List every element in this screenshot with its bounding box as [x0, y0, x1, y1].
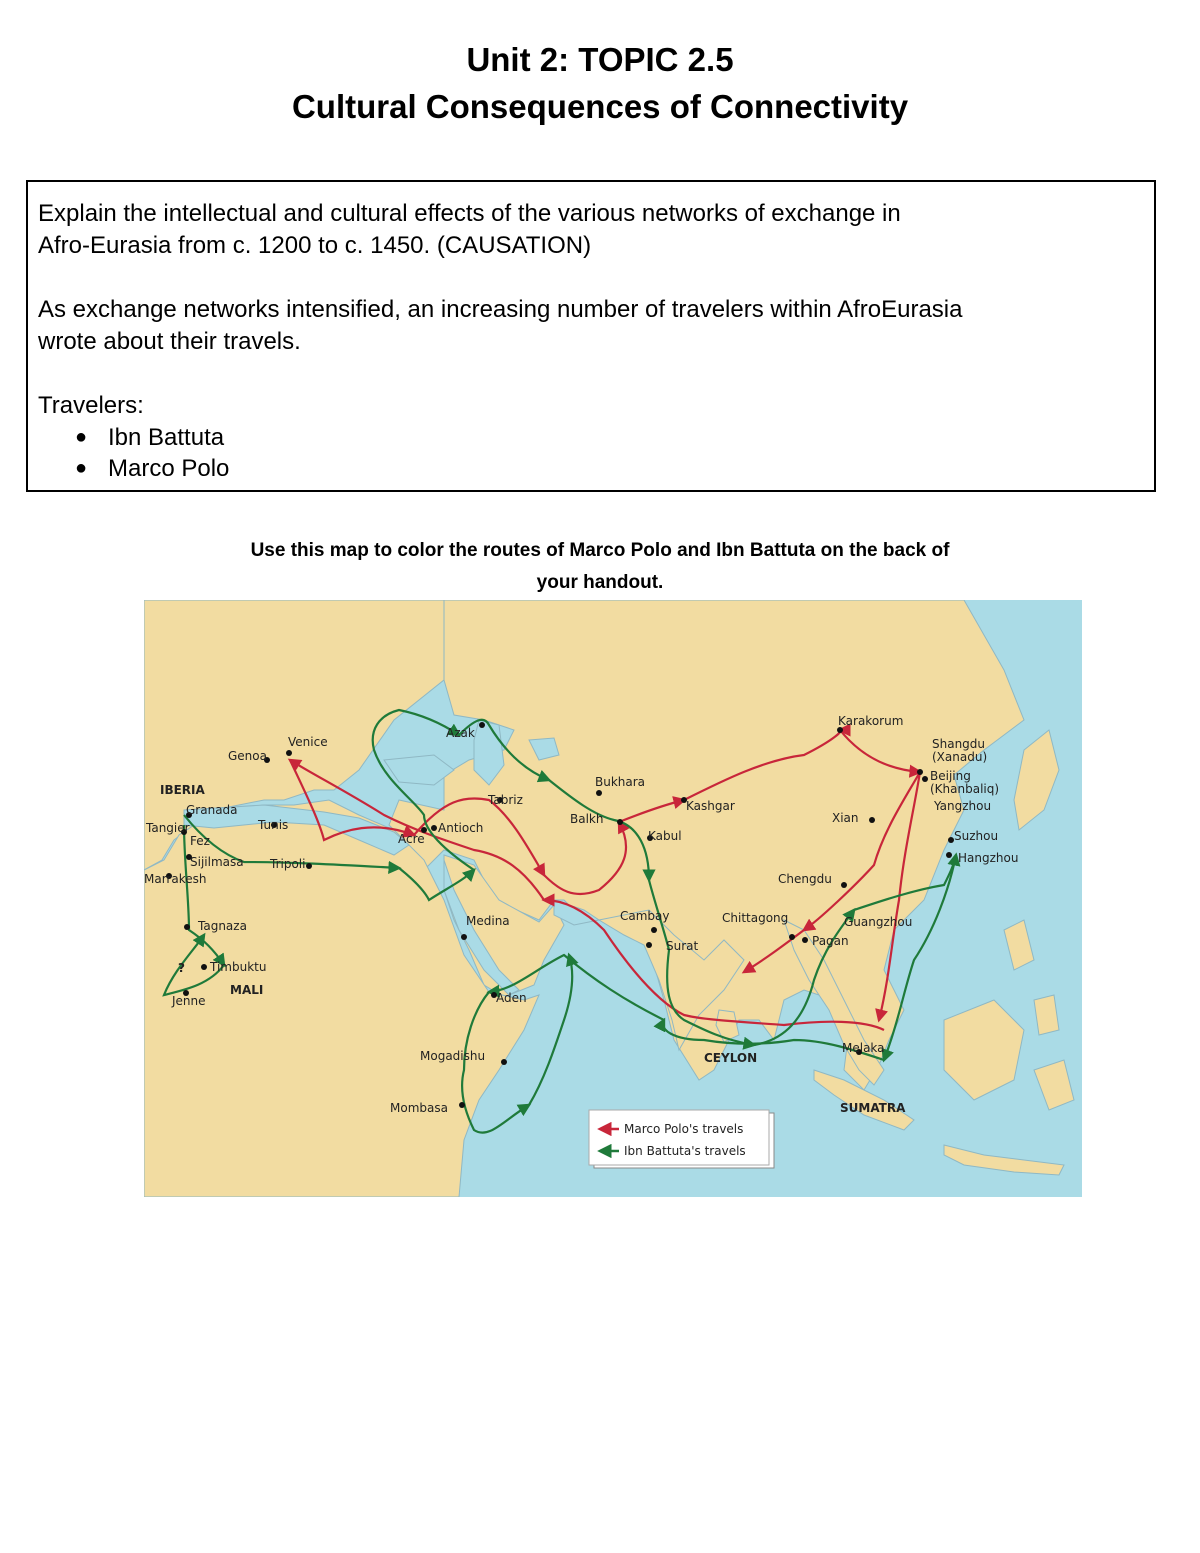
label-tabriz: Tabriz [488, 793, 523, 807]
label-guangzhou: Guangzhou [844, 915, 913, 929]
list-item: ● Ibn Battuta [75, 424, 225, 451]
label-balkh: Balkh [570, 812, 604, 826]
context-line-1: As exchange networks intensified, an increasing number of travelers within AfroEurasia [38, 296, 963, 323]
label-granada: Granada [186, 803, 238, 817]
label-acre: Acre [398, 832, 425, 846]
label-sumatra: SUMATRA [840, 1101, 906, 1115]
label-unknown: ? [178, 961, 185, 975]
label-karakorum: Karakorum [838, 714, 904, 728]
label-beijing: Beijing [930, 769, 971, 783]
legend-ibn-label: Ibn Battuta's travels [624, 1144, 746, 1158]
label-timbuktu: Timbuktu [210, 960, 267, 974]
label-kashgar: Kashgar [686, 799, 735, 813]
label-tangier: Tangier [146, 821, 190, 835]
label-marrakesh: Marrakesh [144, 872, 207, 886]
label-yangzhou: Yangzhou [934, 799, 992, 813]
label-venice: Venice [288, 735, 328, 749]
label-chittagong: Chittagong [722, 911, 789, 925]
label-hangzhou: Hangzhou [958, 851, 1019, 865]
bullet-icon: ● [75, 426, 88, 448]
label-aden: Aden [496, 991, 527, 1005]
label-jenne: Jenne [172, 994, 206, 1008]
label-bukhara: Bukhara [595, 775, 646, 789]
objective-line-1: Explain the intellectual and cultural effects of the various networks of exchange in [38, 200, 901, 227]
context-line-2: wrote about their travels. [38, 328, 301, 355]
label-khanbaliq: (Khanbaliq) [930, 782, 1000, 796]
label-tagnaza: Tagnaza [198, 919, 247, 933]
list-item: ● Marco Polo [75, 455, 230, 482]
travelers-heading: Travelers: [38, 392, 144, 419]
objective-line-2: Afro-Eurasia from c. 1200 to c. 1450. (CAUSATION) [38, 232, 592, 259]
label-shangdu: Shangdu [932, 737, 986, 751]
label-iberia: IBERIA [160, 783, 205, 797]
label-medina: Medina [466, 914, 510, 928]
label-chengdu: Chengdu [778, 872, 832, 886]
caption-line-2: your handout. [536, 572, 664, 593]
label-suzhou: Suzhou [954, 829, 999, 843]
objective-box [26, 180, 1156, 492]
label-cambay: Cambay [620, 909, 670, 923]
label-mombasa: Mombasa [390, 1101, 448, 1115]
travel-routes-map [144, 600, 1082, 1197]
label-xian: Xian [832, 811, 859, 825]
label-antioch: Antioch [438, 821, 484, 835]
label-xanadu: (Xanadu) [932, 750, 988, 764]
label-sijilmasa: Sijilmasa [190, 855, 244, 869]
label-ceylon: CEYLON [704, 1051, 758, 1065]
label-fez: Fez [190, 834, 210, 848]
label-melaka: Melaka [842, 1041, 885, 1055]
map-caption [0, 535, 1200, 599]
label-azak: Azak [446, 726, 475, 740]
caption-line-1: Use this map to color the routes of Marco Polo and Ibn Battuta on the back of [250, 540, 950, 561]
label-pagan: Pagan [812, 934, 849, 948]
label-mali: MALI [230, 983, 264, 997]
page-subtitle: Cultural Consequences of Connectivity [291, 88, 909, 125]
travelers-list [38, 422, 1144, 484]
bullet-icon: ● [75, 457, 88, 479]
label-surat: Surat [666, 939, 699, 953]
label-tripoli: Tripoli [270, 857, 306, 871]
label-mogadishu: Mogadishu [420, 1049, 486, 1063]
legend-marco-label: Marco Polo's travels [624, 1122, 744, 1136]
label-kabul: Kabul [648, 829, 682, 843]
label-genoa: Genoa [228, 749, 267, 763]
map-legend [589, 1110, 774, 1168]
label-tunis: Tunis [258, 818, 289, 832]
page-title: Unit 2: TOPIC 2.5 [466, 41, 734, 78]
